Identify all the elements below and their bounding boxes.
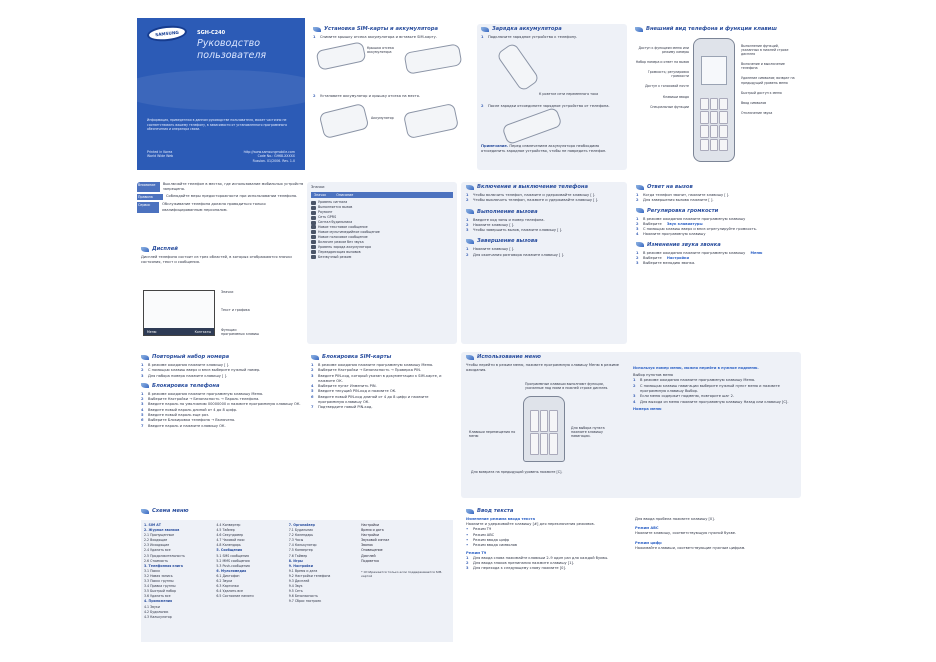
icon-row (311, 255, 453, 260)
menu-select-title: Выбор пунктов меню (633, 373, 673, 378)
menu-map-col-1 (144, 523, 212, 639)
leaf-icon (141, 509, 149, 514)
step-row (311, 374, 453, 385)
phone-keypad (700, 98, 729, 152)
leaf-icon (141, 355, 149, 360)
bullet-icon: • (466, 543, 469, 548)
menu-map-item: 4.4 Конвертер (216, 523, 241, 527)
key-callout: Набор номера и ответ на вызов (635, 60, 689, 65)
menu-map-item: 1. SIM АТ (144, 523, 161, 527)
outlet-callout: К розетке сети переменного тока (539, 92, 599, 96)
menu-map-item: 6.1 Диктофон (216, 573, 240, 578)
warning-text: Выключайте телефон в местах, где использование мобильных устройств запрещено. (162, 182, 304, 192)
menu-map-item: Оповещение (361, 548, 383, 553)
step-text: Выберите Настройки → Безопасность → Проверка PIN. (318, 368, 422, 373)
answer-step-2: Для завершения вызова нажмите [ ]. (643, 198, 714, 203)
step-row (633, 400, 793, 405)
step-text: В режиме ожидания нажмите программную клавишу Меню. (640, 378, 756, 383)
step-number: 1 (633, 378, 636, 383)
leaf-icon (313, 27, 321, 32)
icons-title: Значки (311, 185, 325, 189)
menu-map-item: Настройки (361, 523, 380, 527)
menu-map-col-3 (289, 523, 357, 639)
icon-desc: Новое мультимедийное сообщение (318, 229, 380, 234)
power-title: Включение и выключение телефона (477, 184, 588, 190)
step-text: Введите новый пароль длиной от 4 до 8 цифр. (148, 407, 238, 412)
step-text: Для ввода знаков препинания нажмите клавишу [1]. (473, 561, 575, 566)
menu-map-item: 4.6 Секундомер (216, 533, 244, 538)
step-text: Введите пароль по умолчанию 00000000 и нажмите программную клавишу ОК. (148, 402, 301, 407)
status-icon (311, 230, 316, 234)
step-number: 1 (141, 391, 144, 396)
tag-rules: Правила (137, 194, 163, 200)
status-icon (311, 201, 316, 205)
menu-map-item: Подсветка (361, 558, 379, 563)
menu-map-item: 3.5 Быстрый набор (144, 589, 176, 594)
t9-steps (466, 556, 627, 572)
key-callout: Быстрый доступ к меню (741, 90, 782, 95)
answer-step-1: Когда телефон звонит, нажмите клавишу [ ]. (643, 193, 730, 197)
icon-desc: Переадресация вызовов (318, 249, 361, 254)
step-text: Введите новый PIN-код длиной от 4 до 8 цифр и нажмите программную клавишу ОК. (318, 394, 429, 405)
status-icon (311, 225, 316, 229)
menu-map-item: 4. Приложения (144, 599, 173, 604)
menu-usage-panel (461, 352, 801, 498)
menu-map-item: 2.2 Входящие (144, 538, 168, 543)
charge-step-1: Подключите зарядное устройство к телефону. (488, 35, 578, 39)
status-icon (311, 221, 316, 225)
menu-map-item: 2. Журнал звонков (144, 528, 180, 533)
menu-softkey-callout: Программные клавиши выполняют функции, указанные над ними в нижней строке дисплея. (525, 382, 609, 391)
cover-footer: Printed in Korea World Wide Web http://www.samsungmobile.com Code No.: GH68-XXXXX Russian. 01/2006. Rev. 1.0 (147, 150, 295, 163)
sim-step-2: Установите аккумулятор и крышку отсека на место. (320, 94, 421, 98)
step-text: Для ввода слова нажимайте клавиши 2–9 один раз для каждой буквы. (473, 555, 609, 560)
volume-step-3: С помощью клавиш вверх и вниз отрегулируйте громкость. (643, 227, 758, 232)
menu-map-col-2 (216, 523, 284, 639)
volume-title: Регулировка громкости (647, 207, 719, 214)
abc-title: Режим ABC (635, 526, 659, 531)
step-number: 1 (311, 363, 314, 367)
menu-map-title: Схема меню (152, 508, 189, 514)
step-number: 2 (311, 368, 314, 373)
leaf-icon (636, 208, 644, 213)
step-number: 5 (141, 413, 144, 418)
menu-map-item: Звуковой сигнал (361, 538, 390, 543)
text-input-title: Ввод текста (477, 508, 514, 514)
step-text: Введите новый пароль еще раз. (148, 413, 210, 418)
menu-map-item: 3.1 Поиск (144, 568, 161, 573)
step-number: 3 (466, 566, 469, 571)
icon-desc: Беззвучный режим (318, 254, 352, 259)
icon-desc: Роуминг (318, 210, 333, 215)
menu-map-item: 2.4 Удалить все (144, 548, 171, 553)
key-callout: Доступ к функциям меню или режиму камеры (638, 46, 689, 55)
mode-text: Режим T9 (473, 527, 492, 532)
menu-map-item: 9.5 Сеть (288, 589, 303, 594)
menu-map-item: Настройки (361, 533, 380, 538)
volume-step-1: В режиме ожидания нажмите программную клавишу (643, 216, 746, 221)
cover-disclaimer: Информация, приведенная в данном руководстве пользователя, может частично не соответствовать вашему телефону, в зависимости от установленного программного обеспечения и оператора связи. (147, 118, 287, 131)
step-number: 6 (311, 394, 314, 399)
menu-map-item: 9.2 Настройки телефона (288, 573, 331, 578)
step-number: 1 (466, 555, 469, 560)
icon-desc: Новое текстовое сообщение (318, 224, 368, 229)
menu-map-item: 9.7 Сброс настроек (288, 599, 322, 604)
menu-map-item: 9.6 Безопасность (288, 594, 318, 599)
step-text: Для выхода из меню нажмите программную клавишу Назад или клавишу [C]. (640, 399, 789, 404)
key-callout: Доступ к голосовой почте (645, 84, 689, 89)
phone-illustration (693, 38, 735, 162)
menu-map-item: 4.2 Будильник (144, 609, 169, 614)
step-text: Если меню содержит подменю, повторите шаг 2. (640, 394, 735, 399)
softkey-right: Контакты (194, 329, 211, 334)
menu-map-item: 7.4 Калькулятор (288, 543, 317, 548)
menu-select-callout: Для выбора пункта нажмите клавишу навигации. (571, 426, 605, 439)
menu-map-item: 9. Настройки (288, 563, 313, 568)
sim-install-title: Установка SIM-карты и аккумулятора (324, 26, 438, 32)
phone-screen (701, 56, 727, 85)
menu-usage-title: Использование меню (477, 354, 541, 360)
leaf-icon (141, 247, 149, 252)
icon-desc: Сеть GPRS (318, 215, 337, 220)
phone-layout-panel (631, 24, 801, 170)
menu-map-item: Время и дата (361, 528, 384, 533)
volume-step-4: Нажмите программную клавишу (643, 232, 706, 237)
key-callout: Ввод символов (741, 100, 767, 105)
step-text: Введите текущий PIN-код и нажмите ОК. (318, 389, 397, 394)
menu-steps (633, 378, 793, 404)
menu-map-item: 3.4 Правка группы (144, 584, 176, 589)
step-text: Введите пароль и нажмите клавишу ОК. (148, 423, 226, 428)
icons-panel (307, 182, 457, 344)
redial-step-1: В режиме ожидания нажмите клавишу [ ]. (148, 363, 230, 367)
menu-map-item: 4.8 Календарь (216, 543, 241, 548)
unplug-illustration (501, 107, 562, 146)
end-step-1: Нажмите клавишу [ ]. (473, 247, 515, 252)
icons-area-callout: Значки (221, 290, 234, 294)
icons-head-desc: Описание (336, 193, 354, 198)
status-icon (311, 240, 316, 244)
step-number: 4 (633, 399, 636, 404)
tone-settings-link[interactable]: Настройки (666, 256, 689, 261)
menu-intro: Чтобы перейти в режим меню, нажмите программную клавишу Меню в режиме ожидания. (466, 363, 619, 373)
manual-sheet (137, 18, 803, 648)
menu-map-item: 6.5 Состояние памяти (216, 594, 254, 599)
redial-step-3: Для набора номера нажмите клавишу [ ]. (148, 373, 228, 378)
step-number: 3 (141, 402, 144, 407)
battery-callout: Аккумулятор (371, 116, 394, 120)
step-text: В режиме ожидания нажмите программную клавишу Меню. (318, 363, 434, 367)
menu-nav-callout: Клавиши перемещения по меню (469, 430, 516, 439)
step-number: 5 (311, 389, 314, 394)
mode-text: Режим ввода цифр (473, 538, 510, 542)
answer-panel: Ответ на вызов 1 Когда телефон звонит, нажмите клавишу [ ]. 2 Для завершения вызова нажмите [ ]. Регулировка громкости 1 В режиме ожидания нажмите программную клавишу 2 Выберите Звук клавиатуры 3 С помощью клавиш вверх и вниз отрегулируйте громкость. 4 Нажмите программную клавишу Изменение звука звонка 1 В режиме ожидания нажмите программную клавишу Меню 2 Выберите Настройки 3 Выберите мелодию звонка. (631, 182, 801, 344)
menu-map-item: 4.5 Таймер (216, 528, 235, 533)
power-step-1: Чтобы включить телефон, нажмите и удерживайте клавишу [ ]. (473, 193, 596, 197)
bullet-icon: • (466, 532, 469, 537)
step-number: 3 (311, 373, 314, 378)
cover-close-illustration (403, 103, 459, 139)
step-number: 7 (141, 423, 144, 428)
volume-step-2: Выберите (643, 221, 662, 226)
step-text: Выберите Блокировка телефона → Включено. (148, 418, 236, 423)
leaf-icon (466, 509, 474, 514)
samsung-logo: SAMSUNG (146, 24, 187, 43)
leaf-icon (466, 355, 474, 360)
icon-desc: Новое голосовое сообщение (318, 234, 368, 239)
menu-map-item: 2.5 Продолжительность (144, 553, 185, 558)
battery-insert-illustration (319, 103, 370, 139)
service-text: Обслуживание телефона должно проводиться только квалифицированным персоналом. (162, 202, 266, 212)
end-call-title: Завершение вызова (477, 238, 538, 245)
step-text: С помощью клавиш навигации выберите нужный пункт меню и нажмите программную клавишу Выбор. (640, 383, 780, 393)
display-diagram (143, 290, 215, 336)
sim-slot-illustration (404, 43, 463, 74)
phone-lock-title: Блокировка телефона (152, 382, 220, 389)
mode-change-text: Нажмите и удерживайте клавишу [#] для переключения режимов. (466, 522, 595, 527)
status-icon (311, 216, 316, 220)
menu-back-callout: Для возврата на предыдущий уровень нажмите [C]. (471, 470, 563, 474)
step-text: Выберите пункт Изменить PIN. (318, 384, 377, 389)
step-text: В режиме ожидания нажмите программную клавишу Меню. (148, 391, 264, 396)
menu-map-item: 5.2 MMS сообщения (216, 558, 250, 563)
step-number: 2 (141, 397, 144, 402)
charging-note: Перед извлечением аккумулятора необходимо отсоединить зарядное устройство, чтобы не повредить телефон. (481, 144, 607, 154)
numbers-text: Нажимайте клавиши, соответствующие нужным цифрам. (635, 545, 746, 550)
redial-title: Повторный набор номера (152, 354, 230, 360)
cover-title-line1: Руководство (197, 38, 261, 49)
step-text: Подтвердите новый PIN-код. (318, 405, 373, 410)
sim-lock-title: Блокировка SIM-карты (322, 354, 392, 360)
menu-map-item: 2.1 Пропущенные (144, 533, 175, 538)
end-step-2: Для окончания разговора нажмите клавишу [ ]. (473, 252, 565, 257)
menu-map-item: 9.1 Время и дата (288, 568, 318, 573)
leaf-icon (311, 355, 319, 360)
menu-map-item: 5.1 SMS сообщения (216, 553, 249, 558)
icon-desc: Сигнал будильника (318, 220, 353, 225)
menu-numbers-title: Номера меню (633, 406, 662, 411)
step-number: 3 (633, 394, 636, 399)
status-icon (311, 211, 316, 215)
charging-panel: Зарядка аккумулятора 1 Подключите зарядное устройство к телефону. К розетке сети переменного тока 2 После зарядки отсоедините зарядное устройство от телефона. Примечание. Перед извлечением аккумулятора необходимо отсоединить зарядное устройство, чтобы не повредить телефон. (477, 24, 627, 170)
status-icon (311, 255, 316, 259)
power-panel: Включение и выключение телефона 1 Чтобы включить телефон, нажмите и удерживайте клавишу [ ]. 2 Чтобы выключить телефон, нажмите и удерживайте клавишу [ ]. Выполнение вызова 1 Введите код зоны и номер телефона. 2 Нажмите клавишу [ ]. 3 Чтобы завершить вызов, нажмите клавишу [ ]. Завершение вызова 1 Нажмите клавишу [ ]. 2 Для окончания разговора нажмите клавишу [ ]. (461, 182, 627, 344)
text-input-panel (461, 506, 801, 646)
leaf-icon (466, 239, 474, 244)
leaf-icon (466, 209, 474, 214)
menu-map-item: 7.2 Календарь (288, 533, 314, 538)
charger-phone-illustration (496, 42, 540, 92)
menu-map-item: 6.2 Звуки (216, 579, 233, 584)
icon-desc: Включен режим без звука (318, 239, 364, 244)
menu-map-item: 3.6 Удалить все (144, 594, 171, 599)
key-callout: Отключение звука (741, 110, 773, 115)
step-number: 2 (633, 383, 636, 388)
charging-title: Зарядка аккумулятора (492, 26, 562, 32)
leaf-icon (141, 383, 149, 388)
menu-map-item: 7.1 Будильник (288, 528, 314, 533)
menu-map-item: 5.3 Push-сообщения (216, 563, 250, 568)
leaf-icon (636, 185, 644, 190)
step-row (466, 566, 627, 571)
menu-map-item: 3. Телефонная книга (144, 563, 183, 568)
menu-map-item: 7.5 Конвертер (288, 548, 313, 553)
step-row (633, 384, 793, 395)
step-text: Введите PIN-код, который указан в документации к SIM-карте, и нажмите ОК. (318, 373, 442, 383)
status-icon (311, 250, 316, 254)
rules-text: Соблюдайте меры предосторожности при использовании телефона. (166, 194, 298, 199)
battery-cover-callout: Крышка отсека аккумулятора (367, 46, 394, 55)
power-step-2: Чтобы выключить телефон, нажмите и удерживайте клавишу [ ]. (473, 198, 599, 203)
key-callout: Громкость; регулировка громкости (647, 70, 689, 79)
tone-menu-link[interactable]: Меню (750, 250, 763, 255)
menu-map-item: 6.3 Картинки (216, 584, 239, 589)
step-text: Для перехода к следующему слову нажмите [0]. (473, 566, 567, 571)
call-title: Выполнение вызова (477, 208, 538, 215)
icons-head-icon: Значок (314, 193, 327, 198)
menu-map-item: 7. Органайзер (288, 523, 315, 527)
menu-map-item: 4.1 Звуки (144, 604, 160, 609)
status-icon (311, 235, 316, 239)
ringtone-title: Изменение звука звонка (647, 241, 721, 248)
icons-list (311, 200, 453, 259)
right-callouts (741, 44, 797, 121)
call-step-1: Введите код зоны и номер телефона. (473, 217, 545, 222)
mode-change-title: Изменение режима ввода текста (466, 517, 535, 521)
step-number: 4 (141, 407, 144, 412)
step-number: 6 (141, 418, 144, 423)
menu-map-item: 3.3 Поиск группы (144, 579, 174, 584)
leaf-icon (636, 242, 644, 247)
leaf-icon (466, 185, 474, 190)
menu-phone-illustration (523, 396, 565, 462)
menu-map-item: Дисплей (361, 553, 376, 558)
key-callout: Включение и выключение телефона (741, 62, 785, 71)
menu-map-item: 3.2 Новая запись (144, 573, 173, 578)
sim-lock-steps (311, 363, 453, 411)
answer-title: Ответ на вызов (647, 184, 693, 190)
step-number: 2 (466, 561, 469, 566)
menu-map-note: * Отображается только если поддерживается SIM-картой (361, 569, 443, 578)
step-row (311, 395, 453, 406)
step-number: 7 (311, 405, 314, 410)
phone-back-illustration (315, 41, 366, 71)
safety-notes-panel (137, 182, 305, 242)
text-area-callout: Текст и графика (221, 308, 250, 312)
status-icon (311, 245, 316, 249)
t9-title: Режим T9 (466, 550, 487, 555)
mode-text: Режим ABC (473, 532, 495, 537)
display-panel (137, 244, 305, 344)
key-callout: Клавиши ввода (662, 94, 689, 99)
step-number: 4 (311, 384, 314, 389)
menu-steps-intro: Используя номер меню, можно перейти в нужное подменю. (633, 366, 759, 370)
menu-map-item: 6.4 Удалить все (216, 589, 243, 594)
mode-list (466, 527, 627, 548)
mode-item (466, 543, 627, 548)
menu-map-item: 6. Мультимедиа (216, 568, 247, 573)
menu-map-item: 9.4 Звук (288, 584, 303, 589)
bullet-icon: • (466, 527, 469, 532)
bullet-icon: • (466, 538, 469, 542)
cover-title-line2: пользователя (197, 50, 267, 61)
step-text: Выберите Настройки → Безопасность → Пароль телефона. (148, 397, 260, 402)
leaf-icon (481, 27, 489, 32)
menu-map-item: 5. Сообщения (216, 548, 243, 553)
left-callouts (635, 46, 689, 115)
key-callout: Специальные функции (650, 104, 689, 109)
icon-desc: Уровень сигнала (318, 200, 348, 205)
numbers-title: Режим цифр (635, 540, 662, 545)
tone-step-2: Выберите (643, 256, 662, 261)
status-icon (311, 206, 316, 210)
menu-map-item: 7.6 Таймер (288, 553, 308, 558)
menu-map-item: Звонок (361, 543, 373, 548)
note-label: Примечание. (481, 144, 509, 148)
menu-map-col-4 (361, 523, 450, 564)
leaf-icon (635, 27, 643, 32)
step-row (141, 424, 301, 429)
menu-map-item: 9.3 Дисплей (288, 579, 310, 584)
sim-install-panel: Установка SIM-карты и аккумулятора 1 Снимите крышку отсека аккумулятора и вставьте SIM-карту. Крышка отсека аккумулятора 2 Установите аккумулятор и крышку отсека на место. Аккумулятор (309, 24, 475, 170)
menu-map-item: 7.3 Часы (288, 538, 304, 543)
softkey-left: Меню (147, 329, 157, 334)
space-hint: Для ввода пробела нажмите клавишу [0]. (635, 517, 715, 521)
key-callout: Удаление символов; возврат на предыдущий уровень меню (741, 76, 795, 85)
phone-lock-steps (141, 392, 301, 429)
volume-menu-link[interactable]: Звук клавиатуры (666, 221, 703, 226)
tone-step-3: Выберите мелодию звонка. (643, 261, 696, 266)
call-step-3: Чтобы завершить вызов, нажмите клавишу [ ]. (473, 228, 563, 233)
call-step-2: Нажмите клавишу [ ]. (473, 222, 515, 227)
icon-desc: Уровень заряда аккумулятора (318, 244, 371, 249)
tag-warning: Внимание (137, 182, 160, 192)
menu-map-item: 4.3 Калькулятор (144, 614, 172, 619)
icon-desc: Выполняется вызов (318, 205, 353, 210)
tag-service: Сервис (137, 202, 159, 212)
menu-map-item: 4.7 Часовой пояс (216, 538, 245, 543)
softkey-area-callout: Функции программных клавиш (221, 328, 260, 337)
display-text: Дисплей телефона состоит из трех областей, в которых отображаются значки состояния, текст и сообщения. (141, 255, 292, 265)
menu-map-item: 2.6 Стоимость (144, 558, 169, 563)
display-title: Дисплей (152, 246, 178, 252)
charge-step-2: После зарядки отсоедините зарядное устройство от телефона. (488, 104, 610, 108)
redial-panel: Повторный набор номера 1 В режиме ожидания нажмите клавишу [ ]. 2 С помощью клавиш вверх и вниз выберите нужный номер. 3 Для набора номера нажмите клавишу [ ]. Блокировка телефона 1 В режиме ожидания нажмите программную клавишу Меню. 2 Выберите Настройки → Безопасность → Пароль телефона. 3 Введите пароль по умолчанию 00000000 и нажмите программную клавишу ОК. 4 Введите новый пароль длиной от 4 до 8 цифр. 5 Введите новый пароль еще раз. 6 Выберите Блокировка телефона → Включено. 7 Введите пароль и нажмите клавишу ОК. (137, 352, 305, 498)
cover-panel (137, 18, 305, 170)
step-row (311, 405, 453, 410)
sim-step-1: Снимите крышку отсека аккумулятора и вставьте SIM-карту. (320, 35, 437, 39)
phone-layout-title: Внешний вид телефона и функции клавиш (646, 26, 777, 32)
sim-lock-panel (307, 352, 457, 498)
tone-step-1: В режиме ожидания нажмите программную клавишу (643, 250, 746, 255)
mode-text: Режим ввода символов (473, 543, 518, 548)
model-name: SGH-C240 (197, 30, 226, 36)
key-callout: Выполнение функций, указанных в нижней строке дисплея (741, 44, 789, 57)
menu-map-item: 2.3 Исходящие (144, 543, 170, 548)
menu-map-item: 8. Игры (288, 558, 303, 563)
redial-step-2: С помощью клавиш вверх и вниз выберите нужный номер. (148, 368, 261, 373)
abc-text: Нажмите клавишу, соответствующую нужной букве. (635, 531, 737, 536)
menu-map-panel (137, 506, 457, 646)
